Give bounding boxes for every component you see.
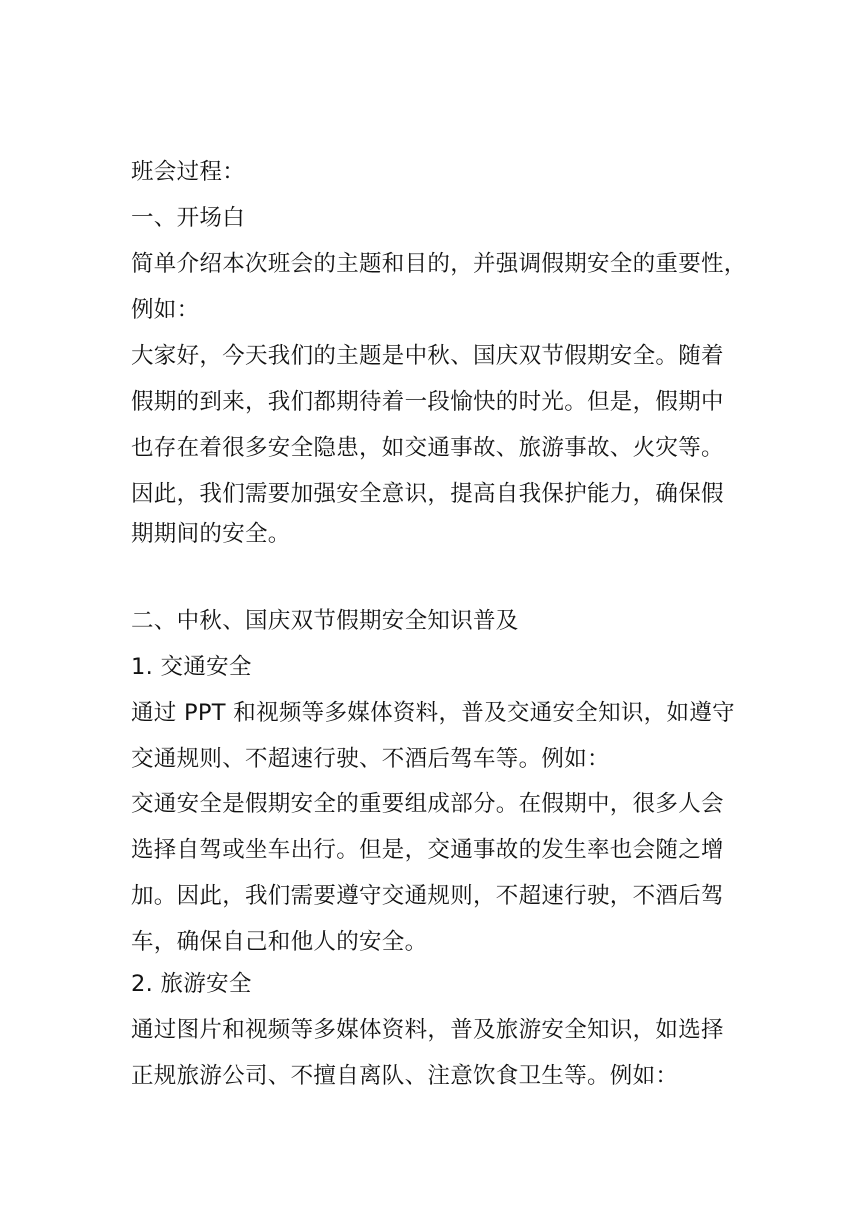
paragraph-line: 简单介绍本次班会的主题和目的，并强调假期安全的重要性， (131, 251, 747, 277)
subheading-traffic-safety: 1. 交通安全 (131, 654, 252, 680)
paragraph-line: 期期间的安全。 (131, 521, 291, 547)
paragraph-line: 通过图片和视频等多媒体资料，普及旅游安全知识，如选择 (131, 1017, 724, 1043)
paragraph-line: 选择自驾或坐车出行。但是，交通事故的发生率也会随之增 (131, 837, 724, 863)
paragraph-line: 因此，我们需要加强安全意识，提高自我保护能力，确保假 (131, 481, 724, 507)
heading-knowledge: 二、中秋、国庆双节假期安全知识普及 (131, 608, 519, 634)
section-heading-process: 班会过程： (131, 159, 246, 185)
paragraph-line: 加。因此，我们需要遵守交通规则，不超速行驶，不酒后驾 (131, 883, 724, 909)
paragraph-line: 交通安全是假期安全的重要组成部分。在假期中，很多人会 (131, 791, 724, 817)
paragraph-line: 假期的到来，我们都期待着一段愉快的时光。但是，假期中 (131, 389, 724, 415)
paragraph-line: 例如： (131, 297, 200, 323)
heading-opening: 一、开场白 (131, 205, 246, 231)
paragraph-line: 通过 PPT 和视频等多媒体资料，普及交通安全知识，如遵守 (131, 700, 735, 726)
paragraph-line: 正规旅游公司、不擅自离队、注意饮食卫生等。例如： (131, 1063, 679, 1089)
paragraph-line: 大家好，今天我们的主题是中秋、国庆双节假期安全。随着 (131, 343, 724, 369)
paragraph-line: 交通规则、不超速行驶、不酒后驾车等。例如： (131, 746, 610, 772)
paragraph-line: 也存在着很多安全隐患，如交通事故、旅游事故、火灾等。 (131, 435, 724, 461)
paragraph-line: 车，确保自己和他人的安全。 (131, 929, 428, 955)
subheading-travel-safety: 2. 旅游安全 (131, 971, 252, 997)
